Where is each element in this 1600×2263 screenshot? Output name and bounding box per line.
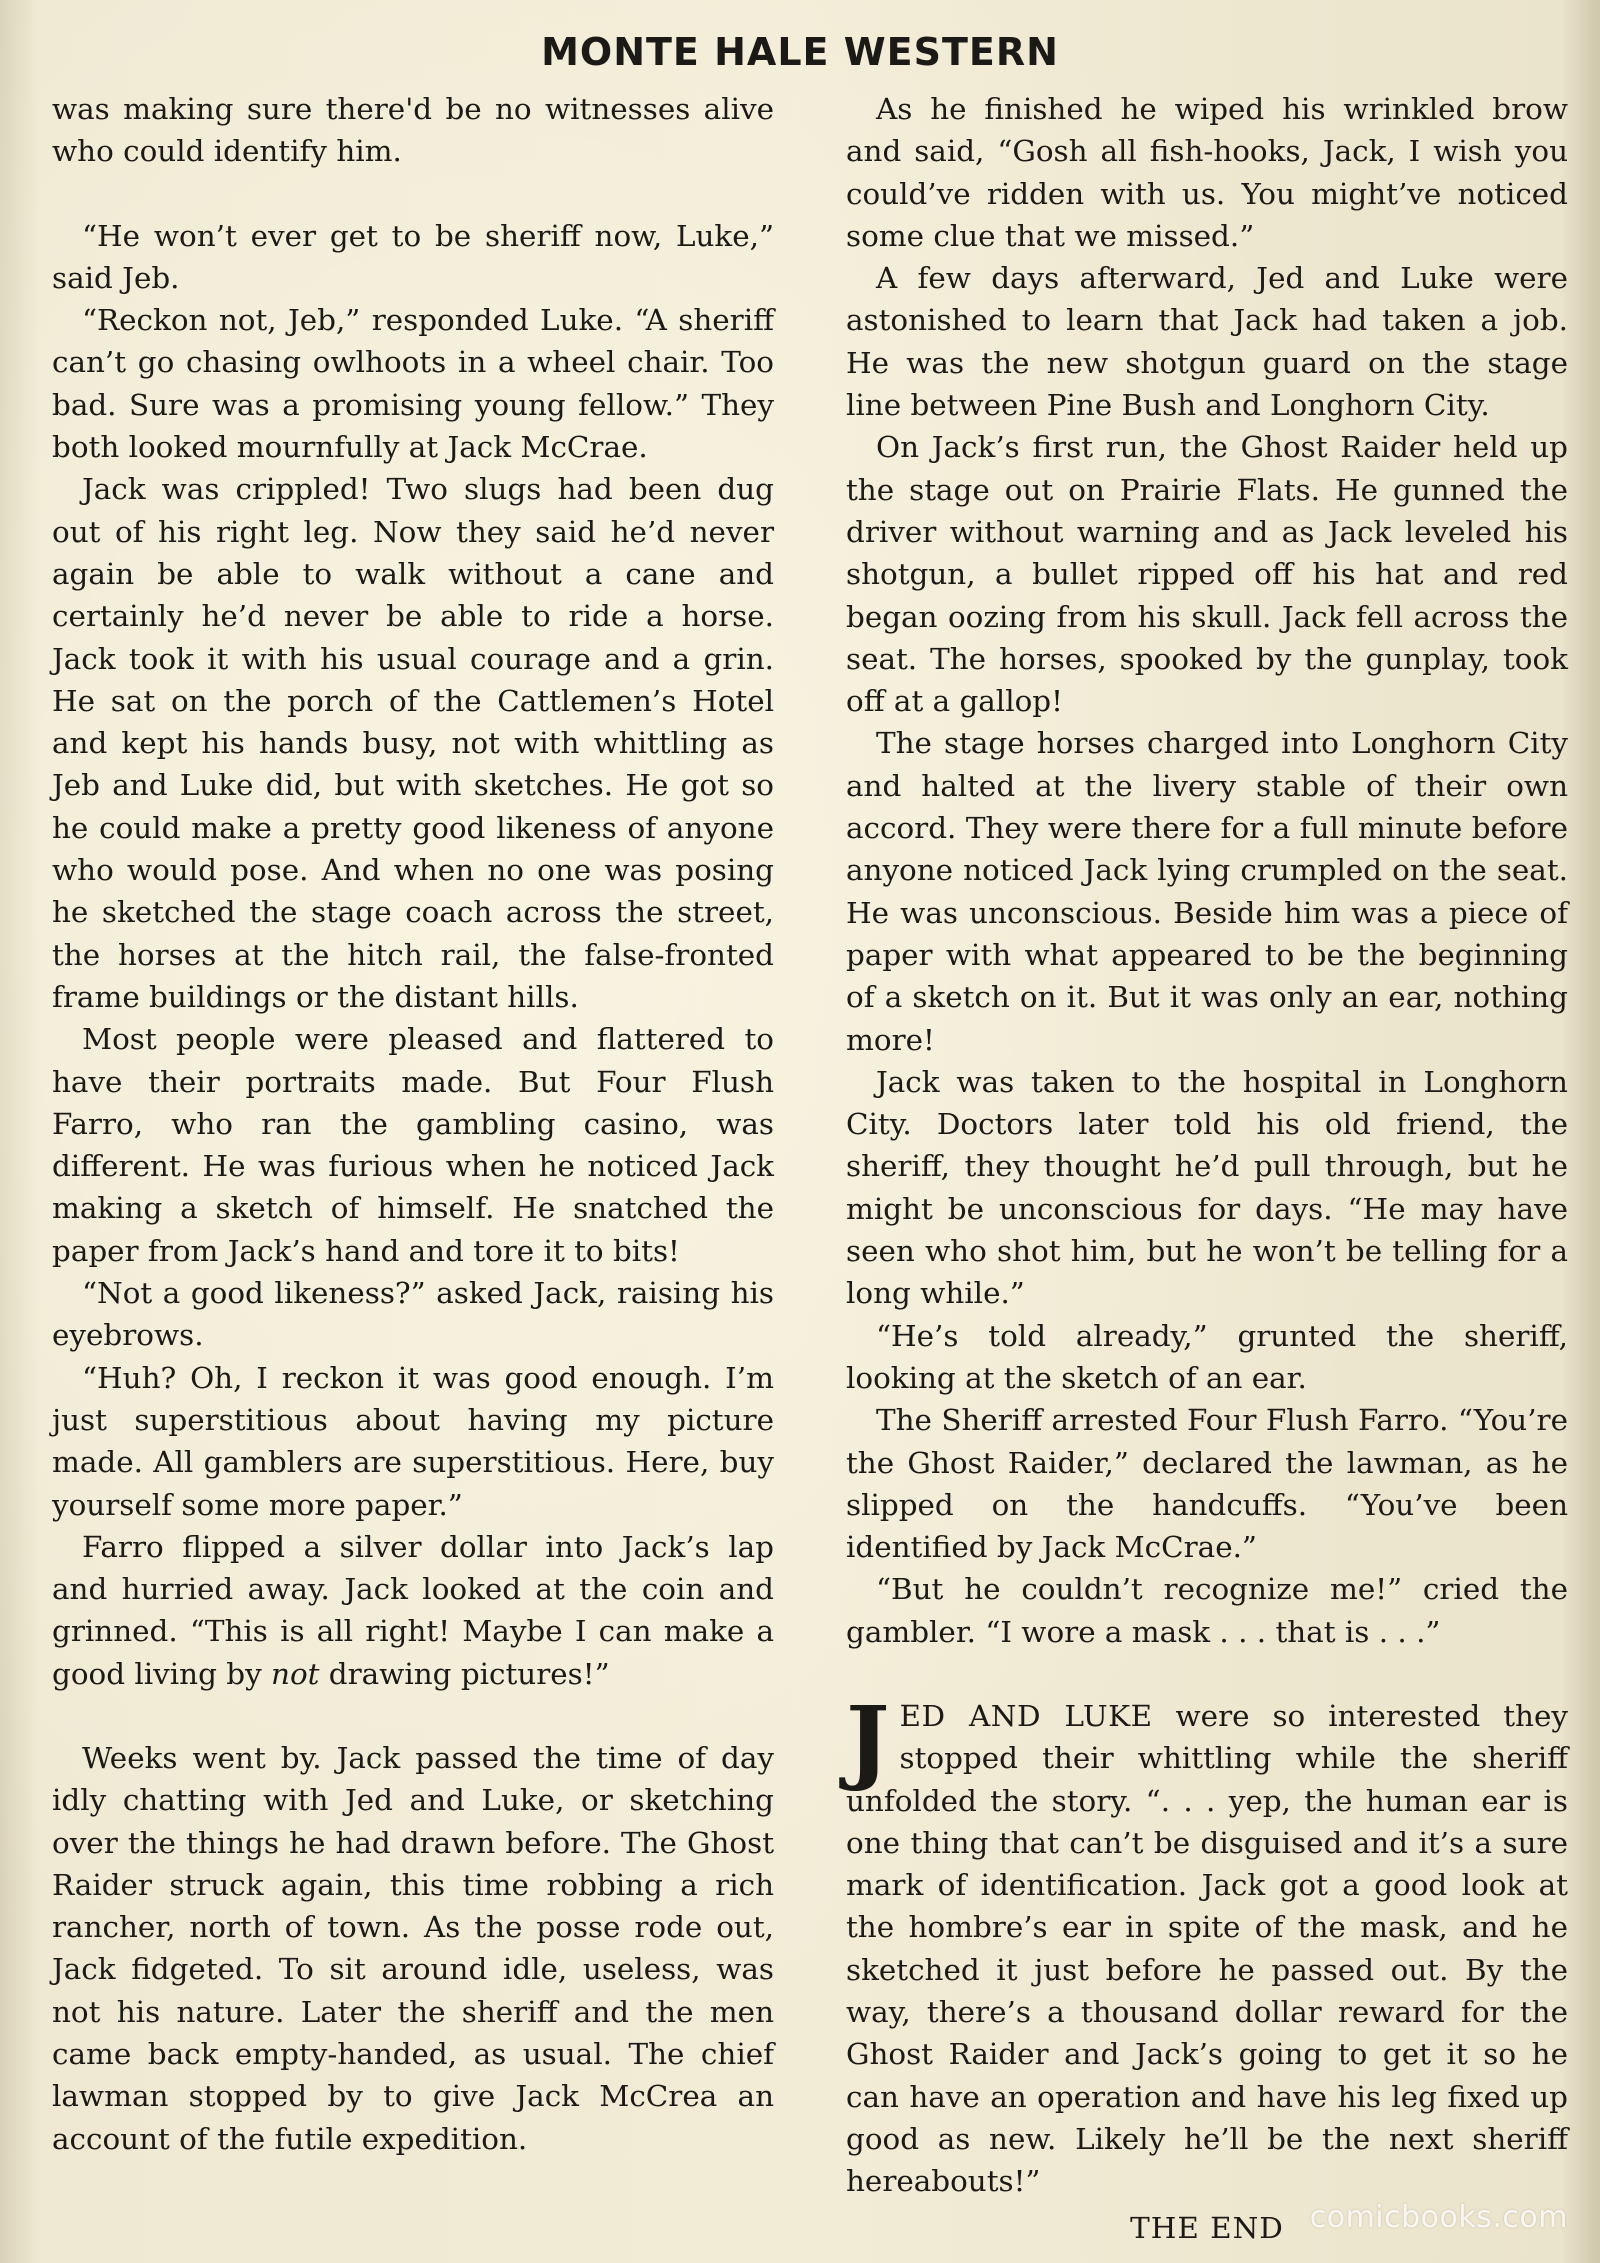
- paragraph: Most people were pleased and flattered to have their portraits made. But Four Flush Farro, who ran the gambling casino, was different. He was furious when he noticed Jack making a sketch of himself. He snatched the paper from Jack’s hand and tore it to bits!: [52, 1022, 774, 1268]
- paragraph: Weeks went by. Jack passed the time of day idly chatting with Jed and Luke, or sketching over the things he had drawn before. The Ghost Raider struck again, this time robbing a rich rancher, north of town. As the posse rode out, Jack fidgeted. To sit around idle, useless, was not his nature. Later the sheriff and the men came back empty-handed, as usual. The chief lawman stopped by to give Jack McCrea an account of the futile expedition.: [52, 1740, 774, 2156]
- paragraph: “He’s told already,” grunted the sheriff, looking at the sketch of an ear.: [846, 1318, 1568, 1395]
- the-end: THE END: [1130, 2210, 1284, 2245]
- paragraph-gap: [846, 1653, 1568, 1695]
- paragraph: Jack was taken to the hospital in Longhorn City. Doctors later told his old friend, the sheriff, they thought he’d pull through, but he might be unconscious for days. “He may have seen who shot him, but he won’t be telling for a long while.”: [846, 1064, 1568, 1311]
- paragraph: The stage horses charged into Longhorn City and halted at the livery stable of their own accord. They were there for a full minute before anyone noticed Jack lying crumpled on the seat. He was unconscious. Beside him was a piece of paper with what appeared to be the beginning of a sketch on it. But it was only an ear, nothing more!: [846, 726, 1568, 1057]
- paragraph-text: drawing pictures!”: [319, 1656, 610, 1691]
- paragraph-text: were so interested they stopped their whittling while the sheriff unfolded the story. “. . . yep, the human ear is one thing that can’t be disguised and it’s a sure mark of identification. Jack got a good look at the hombre’s ear in spite of the mask, and he sketched it just before he passed out. By the way, there’s a thousand dollar reward for the Ghost Raider and Jack’s going to get it so he can have an operation and have his leg fixed up good as new. Likely he’ll be the next sheriff hereabouts!”: [846, 1698, 1568, 2199]
- paragraph: [52, 1526, 774, 1695]
- paragraph: “He won’t ever get to be sheriff now, Luke,” said Jeb.: [52, 218, 774, 295]
- paragraph: [846, 1685, 1568, 2203]
- paragraph: “But he couldn’t recognize me!” cried the gambler. “I wore a mask . . . that is . . .”: [846, 1572, 1568, 1649]
- paragraph: “Reckon not, Jeb,” responded Luke. “A sheriff can’t go chasing owlhoots in a wheel chair. Too bad. Sure was a promising young fellow.” They both looked mournfully at Jack McCrae.: [52, 303, 774, 465]
- paragraph-gap: [52, 1695, 774, 1737]
- paragraph-text: Farro flipped a silver dollar into Jack’s lap and hurried away. Jack looked at the coin and grinned. “This is all right! Maybe I can make a good living by: [52, 1529, 774, 1691]
- paragraph: As he finished he wiped his wrinkled brow and said, “Gosh all fish-hooks, Jack, I wish you could’ve ridden with us. You might’ve noticed some clue that we missed.”: [846, 92, 1568, 253]
- right-column: [846, 88, 1568, 2245]
- italic-emphasis: not: [271, 1656, 320, 1691]
- paragraph: On Jack’s first run, the Ghost Raider held up the stage out on Prairie Flats. He gunned the driver without warning and as Jack leveled his shotgun, a bullet ripped off his hat and red began oozing from his skull. Jack fell across the seat. The horses, spooked by the gunplay, took off at a gallop!: [846, 430, 1568, 719]
- paragraph: “Huh? Oh, I reckon it was good enough. I’m just superstitious about having my picture made. All gamblers are superstitious. Here, buy yourself some more paper.”: [52, 1360, 774, 1522]
- paragraph: The Sheriff arrested Four Flush Farro. “You’re the Ghost Raider,” declared the lawman, as he slipped on the handcuffs. “You’ve been identified by Jack McCrae.”: [846, 1403, 1568, 1565]
- lead-caps: ED AND LUKE: [899, 1698, 1153, 1733]
- left-column: [52, 88, 774, 2228]
- drop-cap: J: [846, 1685, 890, 1794]
- paragraph: was making sure there'd be no witnesses alive who could identify him.: [52, 92, 774, 169]
- paragraph: A few days afterward, Jed and Luke were astonished to learn that Jack had taken a job. He was the new shotgun guard on the stage line between Pine Bush and Longhorn City.: [846, 261, 1568, 423]
- paragraph: Jack was crippled! Two slugs had been dug out of his right leg. Now they said he’d never again be able to walk without a cane and certainly he’d never be able to ride a horse. Jack took it with his usual courage and a grin. He sat on the porch of the Cattlemen’s Hotel and kept his hands busy, not with whittling as Jeb and Luke did, but with sketches. He got so he could make a pretty good likeness of anyone who would pose. And when no one was posing he sketched the stage coach across the street, the horses at the hitch rail, the false-fronted frame buildings or the distant hills.: [52, 472, 774, 1014]
- paragraph-gap: [52, 173, 774, 215]
- watermark: comicbooks.com: [1309, 2200, 1568, 2235]
- paragraph: “Not a good likeness?” asked Jack, raising his eyebrows.: [52, 1276, 774, 1353]
- page-header: MONTE HALE WESTERN: [541, 30, 1059, 74]
